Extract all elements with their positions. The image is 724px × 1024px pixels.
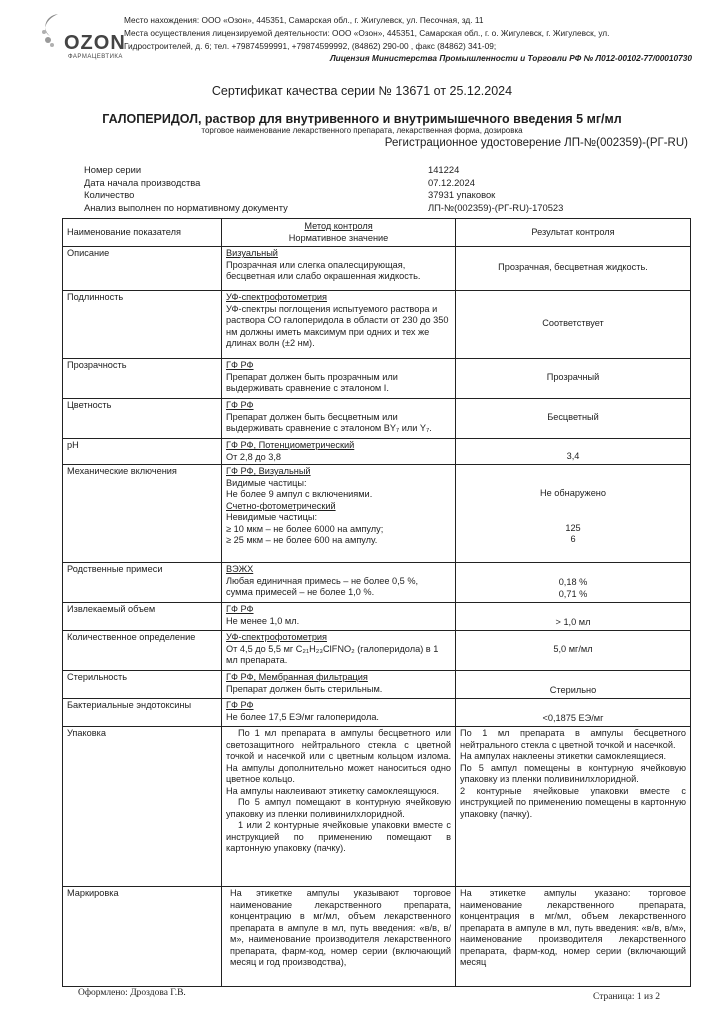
packaging-norm-3: По 5 ампул помещают в контурную ячейковую упаковку из пленки поливинилхлоридной. xyxy=(226,797,451,819)
norm-10um: ≥ 10 мкм – не более 6000 на ампулу; xyxy=(226,523,384,534)
header-method xyxy=(222,219,456,247)
result-value: Бесцветный xyxy=(456,399,691,439)
norm-cell xyxy=(222,727,456,887)
method-cell xyxy=(222,631,456,671)
visible-result: Не обнаружено xyxy=(540,488,606,498)
company-address: Место нахождения: ООО «Озон», 445351, Самарская обл., г. Жигулевск, ул. Песочная, зд. 11 xyxy=(124,15,484,25)
param-name: Маркировка xyxy=(63,887,222,987)
info-label: Анализ выполнен по нормативному документу xyxy=(84,201,288,213)
method-cell xyxy=(222,359,456,399)
norm-value: Не менее 1,0 мл. xyxy=(226,615,300,626)
table-row-transparency xyxy=(63,359,691,399)
batch-info xyxy=(84,164,564,214)
info-row-start-date xyxy=(84,176,475,190)
packaging-result-2: На ампулах наклеены этикетки самоклеящиеся. xyxy=(460,751,667,761)
table-row-endotoxins xyxy=(63,699,691,727)
norm-value: Препарат должен быть прозрачным или выдерживать сравнение с эталоном I. xyxy=(226,371,398,393)
result-cell xyxy=(456,465,691,563)
result-cell xyxy=(456,727,691,887)
info-row-quantity xyxy=(84,189,496,202)
result-25um: 6 xyxy=(570,534,576,544)
info-value: 141224 xyxy=(428,164,460,175)
info-label: Номер серии xyxy=(84,164,142,175)
method-name: ГФ РФ, Потенциометрический xyxy=(226,440,355,450)
method-cell xyxy=(222,563,456,603)
header-parameter: Наименование показателя xyxy=(63,219,222,247)
info-value: ЛП-№(002359)-(РГ-RU)-170523 xyxy=(428,201,564,213)
table-header-row xyxy=(63,219,691,247)
result-value: <0,1875 ЕЭ/мг xyxy=(456,699,691,727)
logo-wordmark: OZON xyxy=(64,32,126,54)
result-10um: 125 xyxy=(565,522,581,533)
info-label: Дата начала производства xyxy=(84,176,201,188)
table-row-color xyxy=(63,399,691,439)
table-row-assay xyxy=(63,631,691,671)
info-label: Количество xyxy=(84,189,135,200)
product-title: ГАЛОПЕРИДОЛ, раствор для внутривенного и внутримышечного введения 5 мг/мл xyxy=(102,112,622,126)
registration-certificate: Регистрационное удостоверение ЛП-№(002359)-(РГ-RU) xyxy=(384,137,688,149)
packaging-norm-1: По 1 мл препарата в ампулы бесцветного или светозащитного нейтрального стекла с цветной точкой и насечкой или с цветным кольцом излома. На ампулы дополнительно может наноситься одно цветное кольцо. xyxy=(226,728,451,784)
prepared-by: Оформлено: Дроздова Г.В. xyxy=(78,988,186,998)
param-name: Извлекаемый объем xyxy=(63,603,222,631)
header-result: Результат контроля xyxy=(456,219,691,247)
logo-subtitle: ФАРМАЦЕВТИКА xyxy=(68,54,123,60)
method-cell xyxy=(222,699,456,727)
norm-25um: ≥ 25 мкм – не более 600 на ампулу. xyxy=(226,535,378,545)
result-cell xyxy=(456,563,691,603)
norm-single: Любая единичная примесь – не более 0,5 %, xyxy=(226,575,419,586)
info-row-batch xyxy=(84,164,460,177)
packaging-result-1: По 1 мл препарата в ампулы бесцветного нейтрального стекла с цветной точкой и насечкой. xyxy=(460,728,686,750)
method-name: ГФ РФ, Визуальный xyxy=(226,466,311,476)
packaging-norm-4: 1 или 2 контурные ячейковые упаковки вместе с инструкцией по применению помещают в картонную упаковку (пачку). xyxy=(226,820,451,853)
info-value: 07.12.2024 xyxy=(428,176,475,188)
method-name: ГФ РФ xyxy=(226,400,254,410)
page-number: Страница: 1 из 2 xyxy=(592,992,660,1002)
table-row-particles xyxy=(63,465,691,563)
norm-value: Препарат должен быть бесцветным или выдерживать сравнение с эталоном BY₇ или Y₇. xyxy=(226,411,432,433)
result-single: 0,18 % xyxy=(558,577,588,587)
method-name: ГФ РФ xyxy=(226,360,254,370)
method-cell xyxy=(222,603,456,631)
result-sum: 0,71 % xyxy=(558,588,588,599)
method-name: ГФ РФ, Мембранная фильтрация xyxy=(226,672,368,682)
info-value: 37931 упаковок xyxy=(428,189,496,200)
method-name: ГФ РФ xyxy=(226,700,254,710)
result-value: На этикетке ампулы указано: торговое наименование лекарственного препарата, концентрация в мг/мл, объем лекарственного препарата в ампуле в мл, путь введения: «в/в, в/м», наименование производителя лекарственного препарата, фарм-код, номер серии (включающий месяц xyxy=(456,887,691,987)
visible-norm: Не более 9 ампул с включениями. xyxy=(226,489,373,499)
result-value: Прозрачный xyxy=(456,359,691,399)
logo-mark-icon xyxy=(38,10,64,50)
header-norm-label: Нормативное значение xyxy=(288,232,389,243)
method-name: ВЭЖХ xyxy=(226,564,254,574)
norm-value: От 4,5 до 5,5 мг C₂₁H₂₃ClFNO₂ (галоперидола) в 1 мл препарата. xyxy=(226,643,439,665)
norm-value: Не более 17,5 ЕЭ/мг галоперидола. xyxy=(226,711,379,722)
table-row-ph xyxy=(63,439,691,465)
invisible-label: Невидимые частицы: xyxy=(226,512,318,522)
norm-value: Препарат должен быть стерильным. xyxy=(226,683,383,694)
packaging-result-3: По 5 ампул помещены в контурную ячейковую упаковку из пленки поливинилхлоридной. xyxy=(460,762,686,784)
param-name: Родственные примеси xyxy=(63,563,222,603)
method-cell xyxy=(222,399,456,439)
table-row-sterility xyxy=(63,671,691,699)
result-value: Стерильно xyxy=(456,671,691,699)
table-row-description xyxy=(63,247,691,291)
result-value: 3,4 xyxy=(456,439,691,465)
param-name: Бактериальные эндотоксины xyxy=(63,699,222,727)
licensed-sites: Места осуществления лицензируемой деятельности: ООО «Озон», 445351, Самарская обл., г. о. Жигулевск, г. Жигулевск, ул. xyxy=(124,28,610,38)
method-name: ГФ РФ xyxy=(226,604,254,614)
method-cell xyxy=(222,247,456,291)
table-row-packaging xyxy=(63,727,691,887)
company-logo xyxy=(34,8,126,62)
result-value: > 1,0 мл xyxy=(456,603,691,631)
visible-label: Видимые частицы: xyxy=(226,477,307,488)
param-name: Количественное определение xyxy=(63,631,222,671)
table-row-impurities xyxy=(63,563,691,603)
param-name: Упаковка xyxy=(63,727,222,887)
table-row-volume xyxy=(63,603,691,631)
method-cell xyxy=(222,291,456,359)
method-name: УФ-спектрофотометрия xyxy=(226,292,328,302)
method-cell xyxy=(222,439,456,465)
header-method-label: Метод контроля xyxy=(304,221,373,231)
param-name: Стерильность xyxy=(63,671,222,699)
quality-table xyxy=(62,218,691,987)
norm-value: На этикетке ампулы указывают торговое наименование лекарственного препарата, концентрацию в мг/мл, объем лекарственного препарата в ампуле в мл, путь введения: «в/в, в/м», наименование производителя лекарственного препарата, фарм-код, номер серии (включающий месяц и год производства), xyxy=(222,887,456,987)
table-row-marking xyxy=(63,887,691,987)
norm-value: От 2,8 до 3,8 xyxy=(226,451,282,462)
packaging-norm-2: На ампулы наклеивают этикетку самоклеящуюся. xyxy=(226,785,440,796)
license-line: Лицензия Министерства Промышленности и Торговли РФ № Л012-00102-77/00010730 xyxy=(329,53,692,63)
counting-method-name: Счетно-фотометрический xyxy=(226,500,336,511)
method-cell xyxy=(222,465,456,563)
norm-value: УФ-спектры поглощения испытуемого раствора и раствора СО галоперидола в области от 230 до 350 нм должны иметь максимум при одних и тех же длинах волн (±2 нм). xyxy=(226,303,449,348)
norm-value: Прозрачная или слегка опалесцирующая, бесцветная или слабо окрашенная жидкость. xyxy=(226,259,421,281)
table-row-identity xyxy=(63,291,691,359)
result-value: Соответствует xyxy=(456,291,691,359)
param-name: Прозрачность xyxy=(63,359,222,399)
method-name: Визуальный xyxy=(226,248,278,258)
result-value: Прозрачная, бесцветная жидкость. xyxy=(456,247,691,291)
product-subtitle: торговое наименование лекарственного препарата, лекарственная форма, дозировка xyxy=(201,126,523,135)
info-row-normative-doc xyxy=(84,201,564,215)
method-name: УФ-спектрофотометрия xyxy=(226,632,328,642)
param-name: Подлинность xyxy=(63,291,222,359)
param-name: Описание xyxy=(63,247,222,291)
norm-sum: сумма примесей – не более 1,0 %. xyxy=(226,587,375,597)
param-name: Механические включения xyxy=(63,465,222,563)
param-name: pH xyxy=(63,439,222,465)
packaging-result-4: 2 контурные ячейковые упаковки вместе с инструкцией по применению помещены в картонную упаковку (пачку). xyxy=(460,785,686,819)
method-cell xyxy=(222,671,456,699)
param-name: Цветность xyxy=(63,399,222,439)
company-contacts: Гидростроителей, д. 6; тел. +79874599991, +79874599992, (84862) 290-00 , факс (84862) 341-09; xyxy=(124,41,497,51)
result-value: 5,0 мг/мл xyxy=(456,631,691,671)
certificate-title: Сертификат качества серии № 13671 от 25.12.2024 xyxy=(211,84,513,98)
